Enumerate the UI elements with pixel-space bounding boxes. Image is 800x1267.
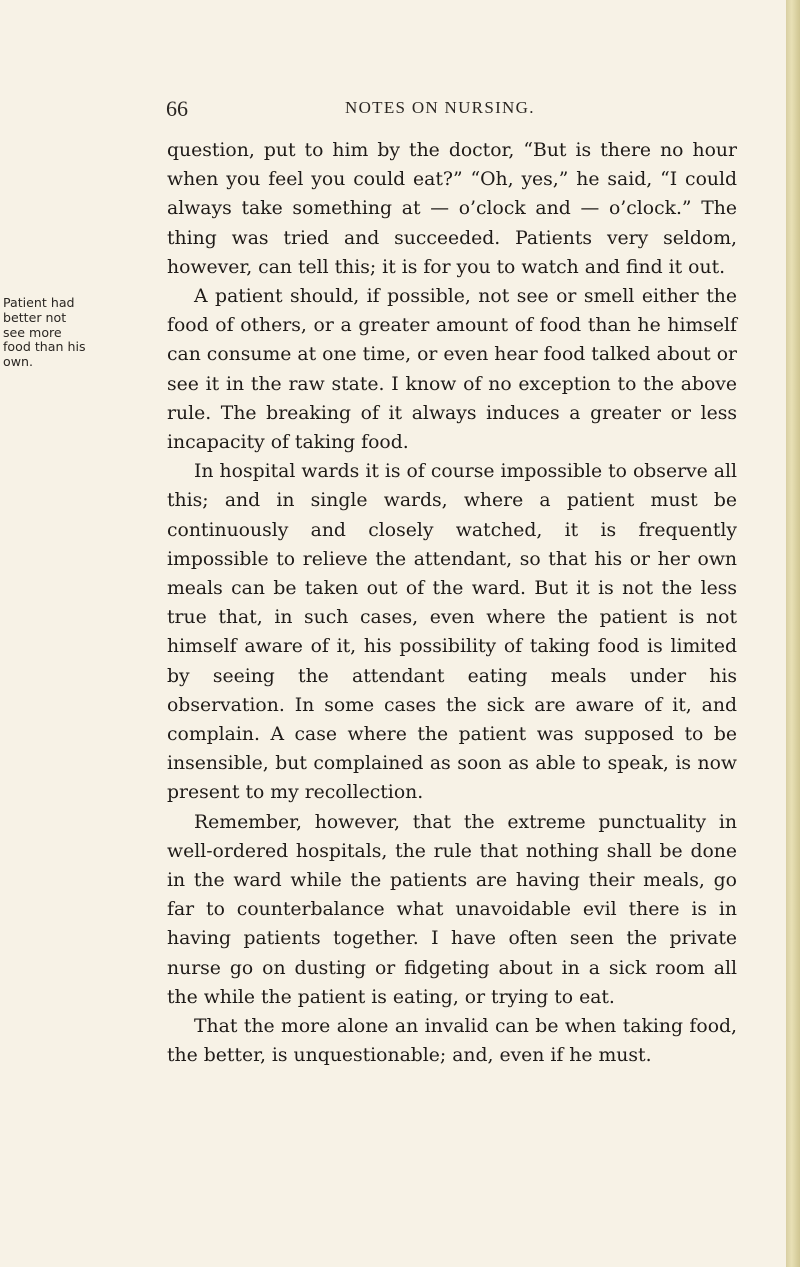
- margin-note-line: Patient had: [3, 295, 75, 310]
- body-text: [167, 136, 737, 1071]
- margin-note-line: better not: [3, 309, 67, 325]
- paragraph: Remember, however, that the extreme punctuality in well-ordered hospitals, the rule that nothing shall be done in the ward while the patients are having their meals, go far to counterbalance what unavoidable evil there is in having patients together. I have often seen the private nurse go on dusting or fidgeting about in a sick room all the while the patient is eating, or trying to eat.: [167, 811, 737, 1008]
- margin-note: [3, 296, 101, 370]
- margin-note-line: see more: [3, 324, 62, 340]
- page-number: 66: [166, 96, 188, 121]
- paragraph: A patient should, if possible, not see or smell either the food of others, or a greater amount of food than he himself can consume at one time, or even hear food talked about or see it in the raw state. I know of no exception to the above rule. The breaking of it always induces a greater or less incapacity of taking food.: [167, 286, 737, 454]
- running-head: NOTES ON NURSING.: [345, 98, 535, 117]
- page-edge: [786, 0, 800, 1267]
- page-header: [166, 96, 734, 124]
- paragraph: In hospital wards it is of course impossible to observe all this; and in single wards, where a patient must be continuously and closely watched, it is frequently impossible to relieve the attendant, so that his or her own meals can be taken out of the ward. But it is not the less true that, in such cases, even where the patient is not himself aware of it, his possibility of taking food is limited by seeing the attendant eating meals under his observation. In some cases the sick are aware of it, and complain. A case where the patient was supposed to be insensible, but complained as soon as able to speak, is now present to my recollection.: [167, 461, 737, 804]
- paragraph: That the more alone an invalid can be when taking food, the better, is unquestionable; and, even if he must.: [167, 1016, 737, 1067]
- margin-note-line: food than his: [3, 339, 86, 355]
- paragraph-continued: question, put to him by the doctor, “But is there no hour when you feel you could eat?” “Oh, yes,” he said, “I could always take something at — o’clock and — o’clock.” The thing was tried and succeeded. Patients very seldom, however, can tell this; it is for you to watch and find it out.: [167, 140, 737, 278]
- margin-note-line: own.: [3, 354, 33, 370]
